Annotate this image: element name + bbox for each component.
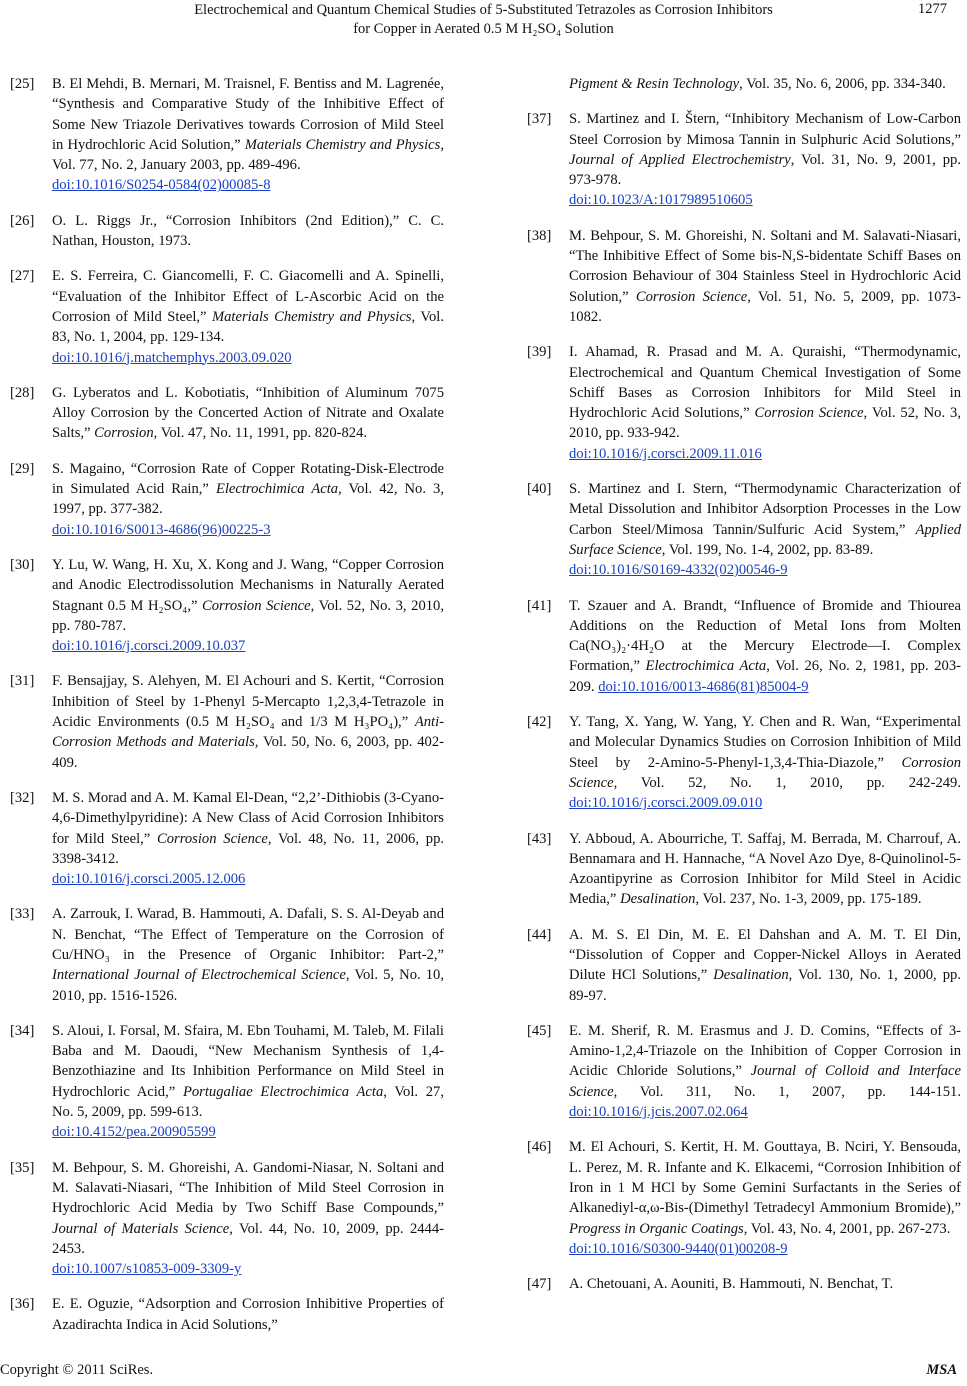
journal-abbreviation: MSA bbox=[926, 1362, 957, 1378]
reference-citation: A. Chetouani, A. Aouniti, B. Hammouti, N. Benchat, T. bbox=[569, 1276, 894, 1293]
reference-number: [26] bbox=[10, 212, 35, 229]
reference-details: Vol. 50, No. 6, 2003, pp. 402-409. bbox=[52, 734, 445, 771]
reference-number bbox=[527, 74, 569, 94]
reference-number: [43] bbox=[527, 830, 552, 847]
reference-journal: Pigment & Resin Technology bbox=[569, 76, 740, 92]
reference-entry bbox=[527, 342, 961, 464]
reference-text bbox=[52, 383, 444, 444]
doi-link[interactable]: doi:10.1007/s10853-009-3309-y bbox=[52, 1261, 242, 1278]
reference-details: , Vol. 130, No. 1, 2000, pp. 89-97. bbox=[569, 967, 961, 1004]
reference-number: [40] bbox=[527, 481, 552, 498]
reference-number: [38] bbox=[527, 227, 552, 244]
reference-entry bbox=[527, 1274, 961, 1294]
reference-journal: Journal of Materials Science bbox=[52, 1220, 230, 1237]
reference-journal: Anti-Corrosion Methods and Materials, bbox=[52, 714, 444, 751]
reference-journal: Portugaliae Electrochimica Acta bbox=[182, 1083, 384, 1100]
doi-link[interactable]: doi:10.1016/j.jcis.2007.02.064 bbox=[569, 1104, 748, 1121]
reference-text bbox=[569, 226, 961, 327]
reference-text bbox=[52, 1021, 444, 1143]
reference-text bbox=[52, 459, 444, 540]
reference-citation: E. M. Sherif, R. M. Erasmus and J. D. Comins, “Effects of 3-Amino-1,2,4-Triazole on the Inhibition of Copper Corrosion in Acidic Chloride Solutions,” bbox=[569, 1022, 961, 1080]
reference-text bbox=[569, 1021, 961, 1122]
reference-details: , Vol. 35, No. 6, 2006, pp. 334-340. bbox=[739, 76, 946, 92]
reference-journal: Corrosion Science bbox=[754, 405, 864, 422]
reference-details: , Vol. 26, No. 2, 1981, pp. 203-209. bbox=[569, 658, 961, 695]
reference-journal: Desalination bbox=[713, 967, 789, 984]
reference-number: [25] bbox=[10, 76, 35, 92]
reference-number: [37] bbox=[527, 111, 552, 128]
reference-citation: G. Lyberatos and L. Kobotiatis, “Inhibition of Aluminum 7075 Alloy Corrosion by the Concerted Action of Nitrate and Oxalate Salts,” bbox=[52, 384, 444, 442]
reference-details: , Vol. 77, No. 2, January 2003, pp. 489-496. bbox=[52, 136, 444, 174]
reference-entry bbox=[10, 266, 444, 367]
reference-citation: S. Martinez and I. Štern, “Inhibitory Mechanism of Low-Carbon Steel Corrosion by Mimosa Tannin in Sulphuric Acid Solutions,” bbox=[569, 111, 961, 148]
reference-entry bbox=[10, 671, 444, 772]
header-title-line1: Electrochemical and Quantum Chemical Studies of 5-Substituted Tetrazoles as Corrosion Inhibitors bbox=[194, 2, 773, 18]
copyright-footer: Copyright © 2011 SciRes. bbox=[0, 1362, 154, 1378]
reference-entry bbox=[10, 74, 444, 196]
reference-number: [35] bbox=[10, 1159, 35, 1176]
reference-citation: A. M. S. El Din, M. E. El Dahshan and A. M. T. El Din, “Dissolution of Copper and Copper-Nickel Alloys in Aerated Dilute HCl Solutions,” bbox=[569, 926, 961, 984]
reference-number: [39] bbox=[527, 344, 552, 361]
reference-citation: O. L. Riggs Jr., “Corrosion Inhibitors (2nd Edition),” C. C. Nathan, Houston, 1973. bbox=[52, 212, 444, 250]
reference-citation: Y. Lu, W. Wang, H. Xu, X. Kong and J. Wang, “Copper Corrosion and Anodic Electrodissolution Mechanisms in Naturally Aerated Stagnant 0.5 M H₂SO₄,” bbox=[52, 556, 444, 614]
reference-text bbox=[52, 555, 444, 656]
reference-details: , Vol. 47, No. 11, 1991, pp. 820-824. bbox=[153, 425, 368, 442]
doi-link[interactable]: doi:10.1016/j.corsci.2009.10.037 bbox=[52, 638, 246, 655]
reference-citation: M. S. Morad and A. M. Kamal El-Dean, “2,2’-Dithiobis (3-Cyano-4,6-Dimethylpyridine): A New Class of Acid Corrosion Inhibitors for Mild Steel,” bbox=[52, 789, 444, 847]
reference-citation: E. E. Oguzie, “Adsorption and Corrosion Inhibitive Properties of Azadirachta Indica in Acid Solutions,” bbox=[52, 1296, 444, 1333]
reference-entry bbox=[10, 1158, 444, 1280]
reference-text bbox=[569, 74, 961, 94]
reference-entry bbox=[10, 383, 444, 444]
reference-journal: Corrosion Science bbox=[569, 754, 961, 791]
reference-number: [42] bbox=[527, 714, 552, 731]
reference-journal: Corrosion bbox=[94, 425, 154, 442]
reference-text bbox=[52, 211, 444, 252]
reference-entry bbox=[527, 74, 961, 94]
references-left-column bbox=[10, 74, 444, 1350]
reference-journal: International Journal of Electrochemical Science bbox=[52, 967, 346, 984]
reference-number: [34] bbox=[10, 1022, 35, 1039]
reference-number: [28] bbox=[10, 384, 35, 401]
reference-journal: Corrosion Science bbox=[635, 288, 748, 305]
reference-citation: S. Martinez and I. Stern, “Thermodynamic Characterization of Metal Dissolution and Inhibitor Adsorption Processes in the Low Carbon Steel/Mimosa Tannin/Sulfuric Acid System,” bbox=[569, 481, 961, 538]
reference-details: , Vol. 48, No. 11, 2006, pp. 3398-3412. bbox=[52, 830, 445, 867]
reference-citation: Y. Tang, X. Yang, W. Yang, Y. Chen and R. Wan, “Experimental and Molecular Dynamics Studies on Corrosion Inhibition of Mild Steel by 2-Amino-5-Phenyl-1,3,4-Thia-Diazole,” bbox=[569, 714, 961, 771]
reference-details: , Vol. 43, No. 4, 2001, pp. 267-273. bbox=[743, 1220, 951, 1237]
reference-entry bbox=[527, 712, 961, 813]
reference-entry bbox=[527, 109, 961, 210]
doi-link[interactable]: doi:10.1016/0013-4686(81)85004-9 bbox=[598, 678, 809, 695]
header-title-line2: for Copper in Aerated 0.5 M H₂SO₄ Solution bbox=[353, 21, 614, 37]
reference-text bbox=[569, 1137, 961, 1259]
reference-text bbox=[52, 74, 444, 196]
doi-link[interactable]: doi:10.1016/j.corsci.2009.09.010 bbox=[569, 795, 763, 812]
reference-entry bbox=[527, 596, 961, 697]
reference-details: , Vol. 52, No. 3, 2010, pp. 780-787. bbox=[52, 597, 444, 634]
reference-entry bbox=[527, 1021, 961, 1122]
reference-number: [47] bbox=[527, 1276, 552, 1293]
reference-journal: Progress in Organic Coatings bbox=[569, 1220, 744, 1237]
reference-journal: Materials Chemistry and Physics bbox=[244, 136, 441, 153]
reference-entry bbox=[527, 1137, 961, 1259]
reference-details: , Vol. 52, No. 3, 2010, pp. 933-942. bbox=[569, 405, 961, 442]
reference-text bbox=[569, 829, 961, 910]
reference-journal: Electrochimica Acta bbox=[215, 481, 339, 498]
reference-details: , Vol. 51, No. 5, 2009, pp. 1073-1082. bbox=[569, 288, 961, 325]
reference-details: , Vol. 42, No. 3, 1997, pp. 377-382. bbox=[52, 481, 444, 518]
reference-journal: Journal of Colloid and Interface Science bbox=[569, 1063, 961, 1100]
reference-text bbox=[569, 596, 961, 697]
reference-citation: B. El Mehdi, B. Mernari, M. Traisnel, F. Bentiss and M. Lagrenée, “Synthesis and Comparative Study of the Inhibitive Effect of Some New Triazole Derivatives towards Corrosion of Mild Steel in Hydrochloric Acid Solution,” bbox=[52, 76, 444, 153]
reference-text bbox=[569, 1274, 961, 1294]
doi-link[interactable]: doi:10.1016/S0300-9440(01)00208-9 bbox=[569, 1240, 788, 1257]
reference-journal: Materials Chemistry and Physics bbox=[211, 308, 412, 325]
reference-number: [44] bbox=[527, 926, 552, 943]
reference-entry bbox=[10, 1021, 444, 1143]
doi-link[interactable]: doi:10.1016/S0013-4686(96)00225-3 bbox=[52, 521, 271, 538]
reference-details: , Vol. 5, No. 10, 2010, pp. 1516-1526. bbox=[52, 967, 444, 1004]
reference-text bbox=[569, 109, 961, 210]
reference-journal: Electrochimica Acta bbox=[645, 658, 767, 675]
reference-entry bbox=[10, 555, 444, 656]
reference-details: , Vol. 237, No. 1-3, 2009, pp. 175-189. bbox=[695, 891, 922, 908]
reference-details: , Vol. 311, No. 1, 2007, pp. 144-151. bbox=[613, 1083, 961, 1100]
references-right-column bbox=[527, 74, 961, 1309]
reference-details: , Vol. 27, No. 5, 2009, pp. 599-613. bbox=[52, 1083, 444, 1121]
reference-entry bbox=[10, 1294, 444, 1335]
reference-number: [41] bbox=[527, 597, 552, 614]
reference-number: [36] bbox=[10, 1296, 35, 1313]
reference-text bbox=[52, 266, 444, 367]
reference-details: , Vol. 83, No. 1, 2004, pp. 129-134. bbox=[52, 308, 444, 346]
reference-entry bbox=[10, 788, 444, 889]
reference-text bbox=[569, 342, 961, 464]
reference-text bbox=[52, 788, 444, 889]
reference-citation: F. Bensajjay, S. Alehyen, M. El Achouri and S. Kertit, “Corrosion Inhibition of Steel by 1-Phenyl 5-Mercapto 1,2,3,4-Tetrazole in Acidic Environments (0.5 M H₂SO₄ and 1/3 M H₃PO₄),” bbox=[52, 673, 444, 731]
reference-journal: Applied Surface Science bbox=[569, 521, 961, 558]
reference-entry bbox=[527, 925, 961, 1006]
reference-text bbox=[52, 904, 444, 1005]
reference-citation: M. Behpour, S. M. Ghoreishi, A. Gandomi-Niasar, N. Soltani and M. Salavati-Niasari, “The Inhibition of Mild Steel Corrosion in Hydrochloric Acid Media by Two Schiff Base Compounds,” bbox=[52, 1159, 444, 1217]
reference-journal: Desalination bbox=[620, 891, 696, 908]
reference-entry bbox=[10, 211, 444, 252]
reference-number: [30] bbox=[10, 556, 35, 573]
doi-link[interactable]: doi:10.4152/pea.200905599 bbox=[52, 1124, 216, 1141]
reference-journal: Journal of Applied Electrochemistry bbox=[569, 151, 791, 168]
doi-link[interactable]: doi:10.1016/j.matchemphys.2003.09.020 bbox=[52, 349, 292, 366]
reference-entry bbox=[527, 479, 961, 580]
reference-journal: Corrosion Science bbox=[157, 830, 268, 847]
reference-citation: T. Szauer and A. Brandt, “Influence of Bromide and Thiourea Additions on the Reduction of Metal Ions from Molten Ca(NO₃)₂·4H₂O at the Mercury Electrode—I. Complex Formation,” bbox=[569, 597, 961, 675]
reference-entry bbox=[10, 459, 444, 540]
reference-number: [32] bbox=[10, 789, 35, 806]
reference-details: , Vol. 44, No. 10, 2009, pp. 2444-2453. bbox=[52, 1220, 444, 1257]
reference-citation: Y. Abboud, A. Abourriche, T. Saffaj, M. Berrada, M. Charrouf, A. Bennamara and H. Hannache, “A Novel Azo Dye, 8-Quinolinol-5-Azoantipyrine as Corrosion Inhibitor for Mild Steel in Acidic Media,” bbox=[569, 830, 961, 908]
reference-citation: E. S. Ferreira, C. Giancomelli, F. C. Giacomelli and A. Spinelli, “Evaluation of the Inhibitor Effect of L-Ascorbic Acid on the Corrosion of Mild Steel,” bbox=[52, 268, 444, 325]
doi-link[interactable]: doi:10.1016/S0254-0584(02)00085-8 bbox=[52, 177, 271, 194]
reference-text bbox=[569, 712, 961, 813]
reference-citation: A. Zarrouk, I. Warad, B. Hammouti, A. Dafali, S. S. Al-Deyab and N. Benchat, “The Effect of Temperature on the Corrosion of Cu/HNO₃ in the Presence of Organic Inhibitor: Part-2,” bbox=[52, 906, 444, 963]
reference-entry bbox=[527, 226, 961, 327]
reference-citation: M. El Achouri, S. Kertit, H. M. Gouttaya, B. Nciri, Y. Bensouda, L. Perez, M. R. Infante and K. Elkacemi, “Corrosion Inhibition of Iron in 1 M HCl by Some Gemini Surfactants in the Series of Alkanediyl-α,ω-Bis-(Dimethyl Tetradecyl Ammonium Bromide),” bbox=[569, 1139, 961, 1217]
reference-number: [27] bbox=[10, 268, 35, 285]
doi-link[interactable]: doi:10.1016/S0169-4332(02)00546-9 bbox=[569, 562, 788, 579]
reference-text bbox=[52, 1158, 444, 1280]
reference-number: [31] bbox=[10, 673, 35, 690]
reference-details: , Vol. 199, No. 1-4, 2002, pp. 83-89. bbox=[661, 541, 874, 558]
reference-entry bbox=[527, 829, 961, 910]
reference-details: , Vol. 31, No. 9, 2001, pp. 973-978. bbox=[569, 151, 961, 189]
reference-text bbox=[52, 671, 444, 772]
reference-citation: M. Behpour, S. M. Ghoreishi, N. Soltani and M. Salavati-Niasari, “The Inhibitive Effect of Some bis-N,S-bidentate Schiff Bases on Corrosion Behaviour of 304 Stainless Steel in Hydrochloric Acid Solution,” bbox=[569, 227, 961, 305]
reference-number: [45] bbox=[527, 1022, 552, 1039]
reference-text bbox=[52, 1294, 444, 1335]
reference-number: [33] bbox=[10, 906, 35, 923]
reference-journal: Corrosion Science bbox=[202, 597, 311, 614]
doi-link[interactable]: doi:10.1016/j.corsci.2009.11.016 bbox=[569, 445, 762, 462]
reference-text bbox=[569, 479, 961, 580]
reference-text bbox=[569, 925, 961, 1006]
reference-citation: I. Ahamad, R. Prasad and M. A. Quraishi, “Thermodynamic, Electrochemical and Quantum Chemical Investigation of Some Schiff Bases as Corrosion Inhibitors for Mild Steel in Hydrochloric Acid Solutions,” bbox=[569, 344, 961, 422]
reference-details: , Vol. 52, No. 1, 2010, pp. 242-249. bbox=[613, 774, 961, 791]
reference-number: [46] bbox=[527, 1139, 552, 1156]
doi-link[interactable]: doi:10.1023/A:1017989510605 bbox=[569, 192, 753, 209]
reference-citation: S. Magaino, “Corrosion Rate of Copper Rotating-Disk-Electrode in Simulated Acid Rain,” bbox=[52, 460, 444, 498]
reference-entry bbox=[10, 904, 444, 1005]
reference-citation: S. Aloui, I. Forsal, M. Sfaira, M. Ebn Touhami, M. Taleb, M. Filali Baba and M. Daoudi, “New Mechanism Synthesis of 1,4-Benzothiazine and Its Inhibition Performance on Mild Steel in Hydrochloric Acid,” bbox=[52, 1022, 444, 1100]
doi-link[interactable]: doi:10.1016/j.corsci.2005.12.006 bbox=[52, 871, 246, 888]
page-number: 1277 bbox=[918, 1, 947, 17]
reference-number: [29] bbox=[10, 460, 35, 477]
